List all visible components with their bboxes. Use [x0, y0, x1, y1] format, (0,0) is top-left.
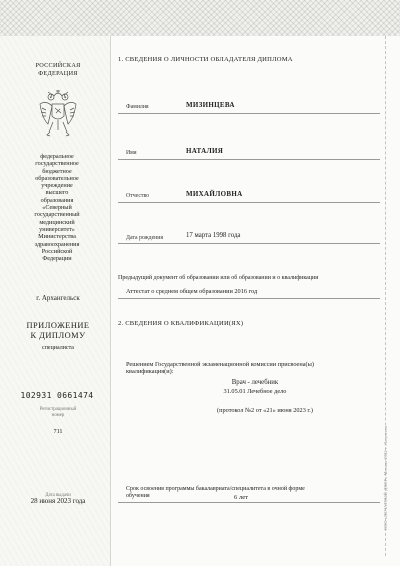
previous-document-label: Предыдущий документ об образовании или об образовании и о квалификации	[118, 275, 319, 281]
institution-line: высшего	[45, 189, 69, 197]
institution-line: образования	[40, 196, 74, 204]
study-term-line-2: обучения	[126, 493, 150, 500]
name-underline	[118, 159, 380, 160]
institution-line: университет»	[39, 225, 75, 233]
previous-document-underline	[118, 298, 380, 299]
study-term-line-1: Срок освоения программы бакалавриата/специалитета в очной форме	[126, 486, 305, 492]
institution-line: государственное	[35, 160, 79, 168]
guilloche-border	[0, 0, 400, 36]
institution-line: Российской	[41, 247, 73, 255]
patronymic-underline	[118, 202, 380, 203]
registration-label-line-2: номер	[51, 412, 65, 418]
institution-line: учреждение	[41, 182, 73, 190]
specialty: 31.05.01 Лечебное дело	[223, 388, 287, 395]
institution-line: образовательное	[35, 174, 79, 182]
study-term-underline	[118, 502, 380, 503]
education-level: специалиста	[42, 345, 74, 351]
birth-date-value: 17 марта 1998 года	[186, 232, 241, 239]
institution-line: государственный	[34, 211, 80, 219]
institution-line: федеральное	[40, 153, 74, 160]
institution-line: Министерства	[38, 233, 76, 241]
issue-date: 28 июня 2023 года	[30, 497, 86, 505]
printer-imprint: ООО «ПЕЧАТНЫЙ ДВОР» Москва 2022 г. Лицензия	[383, 426, 388, 530]
registration-number: 711	[53, 428, 63, 435]
birth-date-label: Дата рождения	[126, 235, 164, 241]
name-value: НАТАЛИЯ	[186, 147, 224, 155]
protocol: (протокол №2 от «21» июня 2023 г.)	[217, 407, 313, 414]
institution-line: Федерации	[42, 255, 72, 263]
patronymic-label: Отчество	[126, 193, 150, 199]
issue-date-label: Дата выдачи	[45, 493, 71, 498]
surname-label: Фамилия	[126, 104, 149, 110]
study-term	[126, 486, 382, 501]
supplement-title	[14, 321, 102, 340]
commission-decision	[126, 361, 382, 376]
previous-document-value: Аттестат о среднем общем образовании 2016 год	[126, 288, 258, 295]
commission-decision-line-1: Решением Государственной экзаменационной комиссии присвоена(ы)	[126, 361, 314, 368]
commission-decision-line-2: квалификация(и):	[126, 368, 174, 376]
city: г. Архангельск	[36, 294, 80, 302]
document-number: 102931 0661474	[20, 391, 94, 400]
coat-of-arms-icon	[34, 86, 82, 138]
country-name	[20, 62, 96, 77]
registration-number-label	[20, 407, 96, 418]
birth-date-underline	[118, 243, 380, 244]
qualification: Врач - лечебник	[231, 379, 279, 386]
institution-line: бюджетное	[42, 167, 72, 175]
institution-name	[8, 153, 106, 262]
section-1-title: 1. СВЕДЕНИЯ О ЛИЧНОСТИ ОБЛАДАТЕЛЯ ДИПЛОМА	[118, 56, 293, 63]
study-term-value: 6 лет	[234, 494, 249, 501]
institution-line: медицинский	[39, 218, 75, 226]
surname-underline	[118, 113, 380, 114]
country-line-1: РОССИЙСКАЯ	[35, 62, 81, 69]
institution-line: «Северный	[42, 204, 72, 212]
institution-line: здравоохранения	[34, 240, 80, 248]
country-line-2: ФЕДЕРАЦИЯ	[38, 69, 78, 77]
registration-label-line-1: Регистрационный	[39, 407, 77, 412]
supplement-title-line-1: ПРИЛОЖЕНИЕ	[26, 321, 90, 330]
section-2-title: 2. СВЕДЕНИЯ О КВАЛИФИКАЦИИ(ЯХ)	[118, 320, 244, 327]
patronymic-value: МИХАЙЛОВНА	[186, 190, 243, 198]
surname-value: МИЗИНЦЕВА	[186, 101, 235, 109]
name-label: Имя	[126, 150, 137, 156]
supplement-title-line-2: К ДИПЛОМУ	[30, 330, 86, 340]
